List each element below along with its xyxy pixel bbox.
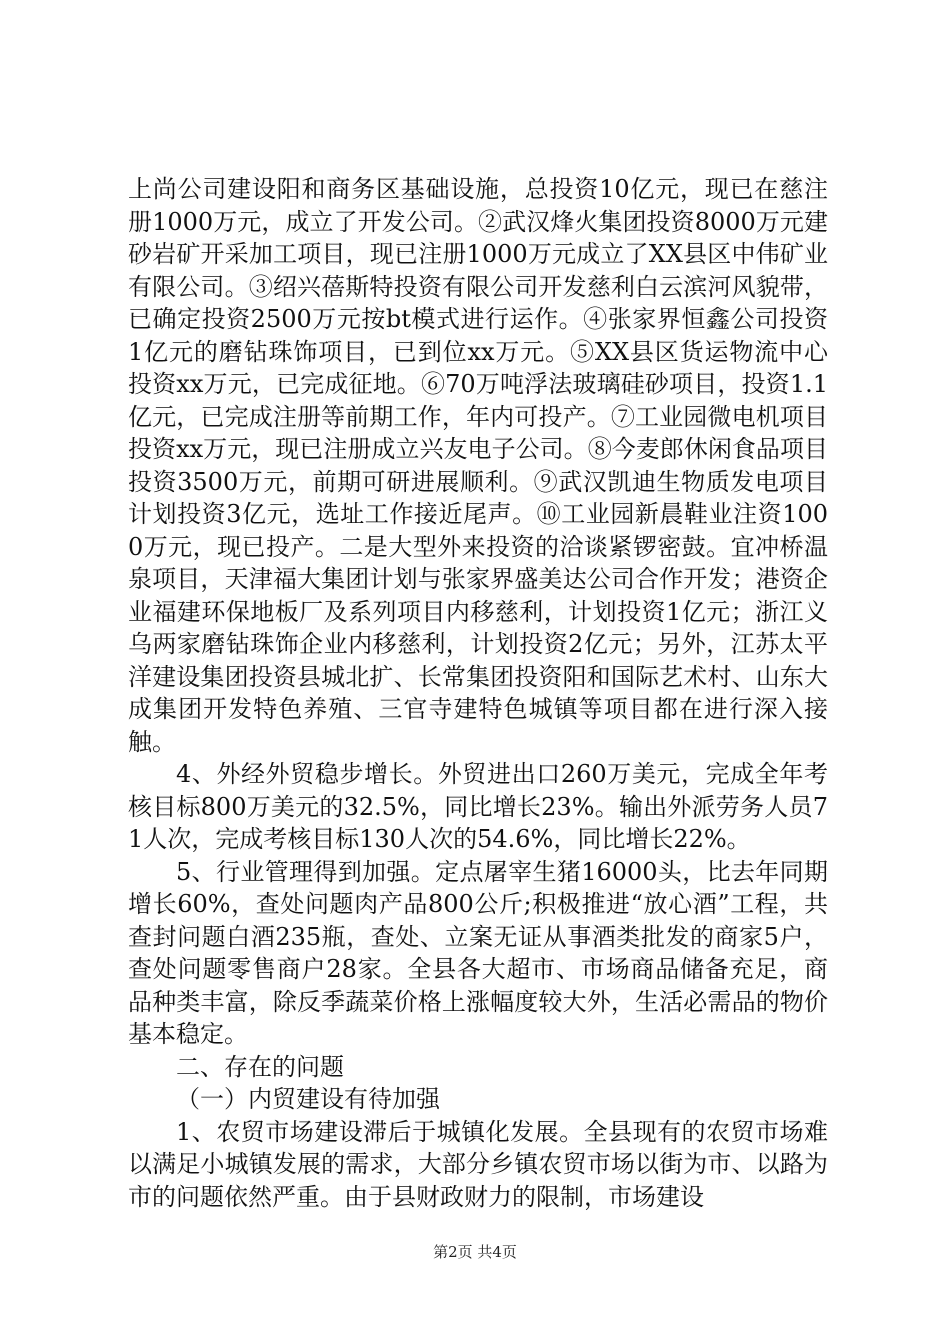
paragraph-investment-projects: 上尚公司建设阳和商务区基础设施，总投资10亿元，现已在慈注册1000万元，成立了开发公司。②武汉烽火集团投资8000万元建砂岩矿开采加工项目，现已注册1000万元成立了XX县区中伟矿业有限公司。③绍兴蓓斯特投资有限公司开发慈利白云滨河风貌带，已确定投资2500万元按bt模式进行运作。④张家界恒鑫公司投资1亿元的磨钻珠饰项目，已到位xx万元。⑤XX县区货运物流中心投资xx万元，已完成征地。⑥70万吨浮法玻璃硅砂项目，投资1.1亿元，已完成注册等前期工作，年内可投产。⑦工业园微电机项目投资xx万元，现已注册成立兴友电子公司。⑧今麦郎休闲食品项目投资3500万元，前期可研进展顺利。⑨武汉凯迪生物质发电项目计划投资3亿元，选址工作接近尾声。⑩工业园新晨鞋业注资1000万元，现已投产。二是大型外来投资的洽谈紧锣密鼓。宜冲桥温泉项目，天津福大集团计划与张家界盛美达公司合作开发；港资企业福建环保地板厂及系列项目内移慈利，计划投资1亿元；浙江义乌两家磨钻珠饰企业内移慈利，计划投资2亿元；另外，江苏太平洋建设集团投资县城北扩、长常集团投资阳和国际艺术村、山东大成集团开发特色养殖、三官寺建特色城镇等项目都在进行深入接触。 [128,175,828,756]
subsection-heading-domestic-trade: （一）内贸建设有待加强 [176,1085,440,1113]
paragraph-farmers-market: 1、农贸市场建设滞后于城镇化发展。全县现有的农贸市场难以满足小城镇发展的需求，大部分乡镇农贸市场以街为市、以路为市的问题依然严重。由于县财政财力的限制，市场建设 [128,1117,828,1211]
page-footer: 第2页 共4页 [433,1243,517,1261]
document-body [128,173,828,1213]
paragraph-industry-management: 5、行业管理得到加强。定点屠宰生猪16000头，比去年同期增长60%，查处问题肉产品800公斤;积极推进“放心酒”工程，共查封问题白酒235瓶，查处、立案无证从事酒类批发的商家5户，查处问题零售商户28家。全县各大超市、市场商品储备充足，商品种类丰富，除反季蔬菜价格上涨幅度较大外，生活必需品的物价基本稳定。 [128,857,828,1048]
paragraph-foreign-trade: 4、外经外贸稳步增长。外贸进出口260万美元，完成全年考核目标800万美元的32.5%，同比增长23%。输出外派劳务人员71人次，完成考核目标130人次的54.6%，同比增长22%。 [128,760,828,853]
section-heading-problems: 二、存在的问题 [176,1052,344,1081]
